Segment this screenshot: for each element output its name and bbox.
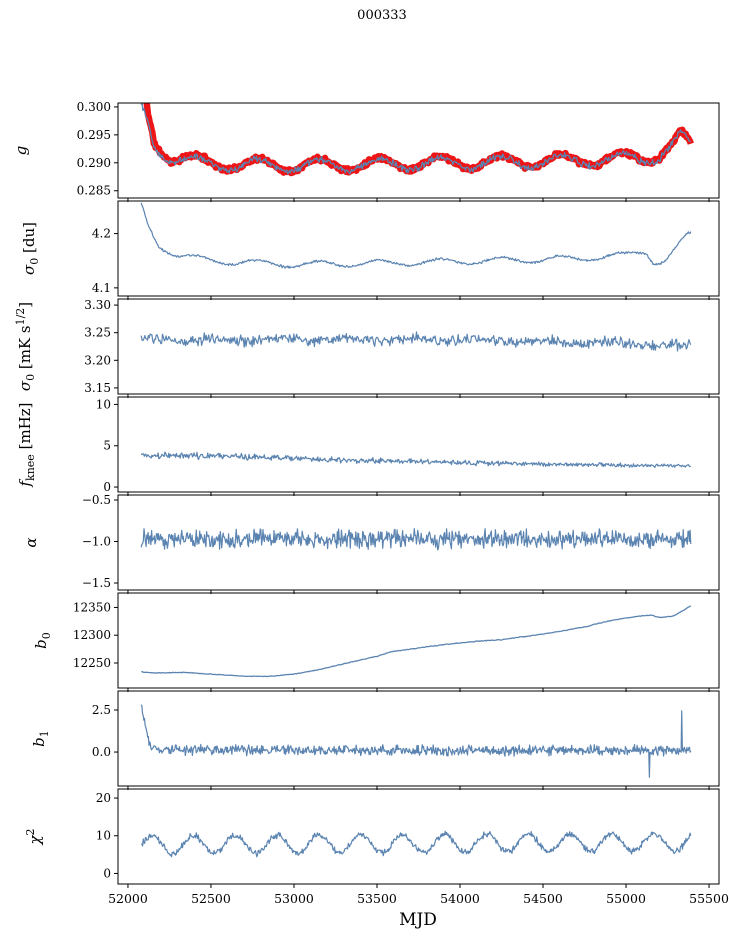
y-tick-label: 0.290	[76, 155, 111, 170]
x-tick-label: 53000	[274, 891, 314, 906]
panel-b1	[30, 691, 719, 790]
y-tick-label: 0	[103, 866, 111, 881]
panel-frame	[118, 397, 719, 492]
y-axis-label-sigma0-mks: $\sigma_0$ [mK $s^{1/2}$]	[14, 301, 37, 392]
y-axis-label-b0: $b_0$	[32, 632, 53, 649]
panel-chi2	[24, 789, 729, 906]
y-tick-label: 20	[95, 791, 111, 806]
series-sigma0-mks-line	[141, 332, 691, 351]
x-tick-label: 54000	[440, 891, 480, 906]
x-tick-label: 52500	[191, 891, 231, 906]
panel-frame	[118, 789, 719, 884]
y-tick-label: 10	[95, 828, 111, 843]
panel-frame	[118, 299, 719, 394]
series-b0-line	[141, 606, 691, 677]
x-tick-label: 55500	[689, 891, 729, 906]
x-axis-label: MJD	[399, 910, 437, 930]
y-tick-label: 3.20	[84, 353, 111, 368]
y-tick-label: 2.5	[91, 703, 111, 717]
y-tick-label: 0.0	[91, 745, 111, 760]
y-tick-label: 12350	[72, 600, 111, 615]
y-axis-label-b1: $b_1$	[30, 730, 51, 747]
series-g-red-band	[141, 59, 691, 173]
y-tick-label: 0.295	[76, 127, 111, 142]
y-tick-label: 12300	[72, 628, 111, 643]
x-tick-label: 53500	[357, 891, 397, 906]
y-tick-label: 4.1	[91, 280, 111, 295]
series-chi2-line	[141, 831, 691, 856]
panel-fknee	[16, 397, 719, 496]
y-tick-label: −0.5	[81, 492, 111, 507]
y-tick-label: 0.285	[76, 183, 111, 198]
y-tick-label: 3.15	[84, 380, 111, 395]
panel-sigma0-du	[20, 201, 719, 300]
y-axis-label-sigma0-du: $\sigma_0$ [du]	[20, 222, 41, 275]
series-fknee-line	[141, 452, 691, 467]
y-axis-label-fknee: $f_{knee}$ [mHz]	[16, 402, 37, 487]
y-axis-label-g: g	[12, 145, 30, 156]
panel-sigma0-mks	[14, 298, 719, 398]
y-tick-label: −1.5	[81, 576, 111, 591]
panel-alpha	[22, 493, 719, 594]
panel-g	[12, 59, 719, 202]
series-b1-line	[141, 705, 691, 778]
y-tick-label: 0.300	[76, 99, 111, 114]
y-tick-label: 3.25	[84, 325, 111, 340]
series-alpha-line	[141, 529, 691, 550]
panel-frame	[118, 495, 719, 590]
y-tick-label: −1.0	[81, 534, 111, 549]
figure-title: 000333	[357, 8, 407, 23]
series-sigma0-du-line	[141, 203, 691, 268]
panel-b0	[32, 593, 719, 692]
x-tick-label: 52000	[108, 891, 148, 906]
y-tick-label: 12250	[72, 656, 111, 670]
y-tick-label: 0	[103, 480, 111, 495]
x-tick-label: 55000	[606, 891, 646, 906]
panel-frame	[118, 201, 719, 296]
y-tick-label: 4.2	[91, 226, 111, 241]
panel-frame	[118, 691, 719, 786]
y-tick-label: 5	[103, 438, 111, 453]
y-tick-label: 10	[95, 397, 111, 412]
y-axis-label-chi2: $\chi^2$	[24, 828, 44, 845]
x-tick-label: 54500	[523, 891, 563, 906]
y-axis-label-alpha: α	[22, 537, 40, 548]
y-tick-label: 3.30	[84, 298, 111, 313]
